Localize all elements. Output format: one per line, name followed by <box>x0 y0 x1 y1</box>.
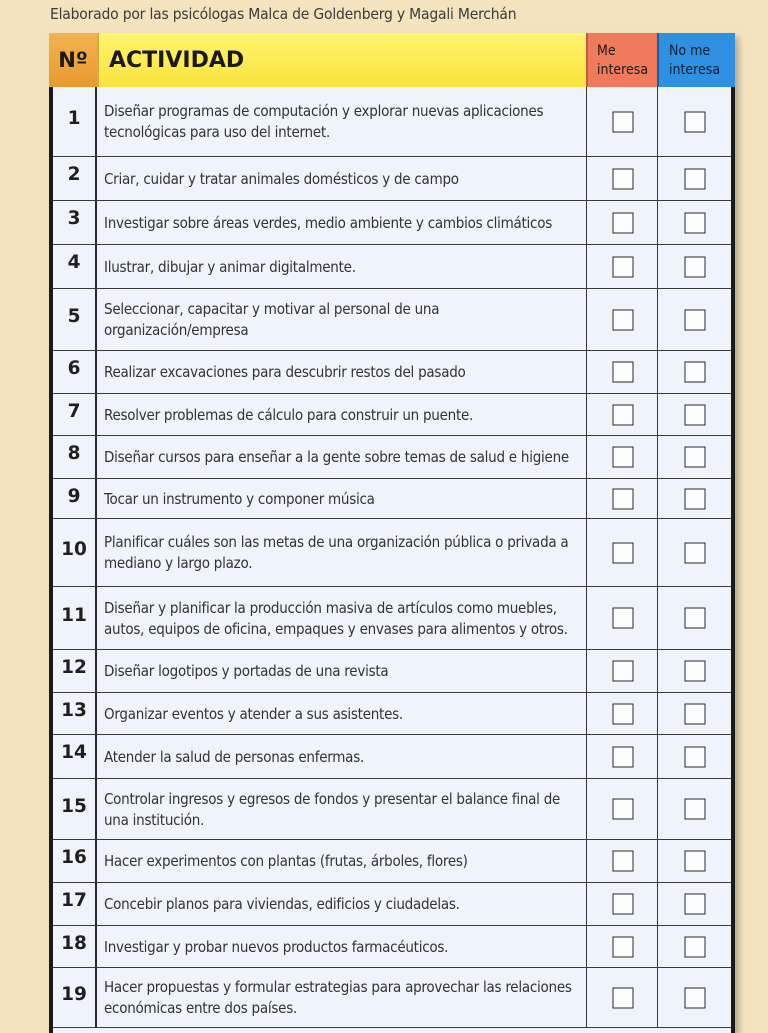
no-me-interesa-checkbox[interactable] <box>685 746 706 767</box>
table-row <box>53 735 731 779</box>
no-me-interesa-cell <box>657 245 732 288</box>
table-row <box>53 201 731 245</box>
no-me-interesa-cell <box>657 201 732 244</box>
no-me-interesa-checkbox[interactable] <box>685 703 706 724</box>
no-me-interesa-checkbox[interactable] <box>685 309 706 330</box>
me-interesa-checkbox[interactable] <box>612 212 633 233</box>
me-interesa-cell <box>586 436 658 478</box>
row-number <box>53 587 97 649</box>
row-number <box>53 883 97 925</box>
no-me-interesa-checkbox[interactable] <box>685 936 706 957</box>
row-activity-text: Organizar eventos y atender a sus asistentes. <box>104 704 403 723</box>
table-row <box>53 436 731 479</box>
no-me-interesa-cell <box>657 779 732 839</box>
row-number-label: 5 <box>67 306 81 327</box>
row-number-label: 3 <box>67 208 81 229</box>
header-no-me-interesa-line2: interesa <box>669 62 721 78</box>
row-number <box>53 735 97 778</box>
no-me-interesa-checkbox[interactable] <box>685 661 706 682</box>
no-me-interesa-checkbox[interactable] <box>685 404 706 425</box>
table-row <box>53 289 731 351</box>
no-me-interesa-checkbox[interactable] <box>685 799 706 820</box>
no-me-interesa-checkbox[interactable] <box>685 851 706 872</box>
me-interesa-cell <box>586 883 658 925</box>
no-me-interesa-cell <box>657 693 732 734</box>
no-me-interesa-cell <box>657 87 732 156</box>
no-me-interesa-cell <box>657 436 732 478</box>
row-number-label: 16 <box>61 847 87 868</box>
table-row <box>53 840 731 883</box>
row-activity-text: Ilustrar, dibujar y animar digitalmente. <box>104 257 356 276</box>
row-activity-text: Criar, cuidar y tratar animales domésticos y de campo <box>104 169 459 188</box>
row-number <box>53 436 97 478</box>
me-interesa-checkbox[interactable] <box>612 111 633 132</box>
row-activity-text: Atender la salud de personas enfermas. <box>104 747 365 766</box>
me-interesa-cell <box>586 693 658 734</box>
credit-line: Elaborado por las psicólogas Malca de Goldenberg y Magali Merchán <box>50 5 517 23</box>
me-interesa-checkbox[interactable] <box>612 799 633 820</box>
row-activity-text: Diseñar y planificar la producción masiva de artículos como muebles, autos, equipos de oficina, empaques y envases para alimentos y otros. <box>104 598 568 638</box>
row-number-label: 18 <box>61 933 87 954</box>
no-me-interesa-cell <box>657 926 732 967</box>
row-activity-text: Seleccionar, capacitar y motivar al personal de una organización/empresa <box>104 300 440 339</box>
row-number-label: 1 <box>67 108 81 129</box>
me-interesa-checkbox[interactable] <box>612 404 633 425</box>
header-activity <box>97 33 586 87</box>
row-number <box>53 201 97 244</box>
row-activity-text: Diseñar cursos para enseñar a la gente sobre temas de salud e higiene <box>104 448 569 466</box>
row-number-label: 12 <box>61 657 87 678</box>
me-interesa-cell <box>586 968 658 1027</box>
row-number <box>53 650 97 692</box>
row-activity-text: Concebir planos para viviendas, edificios y ciudadelas. <box>104 895 460 913</box>
row-number <box>53 968 97 1027</box>
me-interesa-checkbox[interactable] <box>612 936 633 957</box>
me-interesa-checkbox[interactable] <box>612 987 633 1008</box>
no-me-interesa-cell <box>657 394 732 435</box>
row-number-label: 11 <box>61 604 87 626</box>
no-me-interesa-cell <box>657 157 732 200</box>
no-me-interesa-cell <box>657 519 732 586</box>
row-activity-text: Diseñar programas de computación y explorar nuevas aplicaciones tecnológicas para uso del internet. <box>104 102 544 141</box>
table-row <box>53 587 731 650</box>
me-interesa-checkbox[interactable] <box>612 746 633 767</box>
row-number-label: 6 <box>67 358 81 379</box>
row-number-label: 7 <box>67 401 81 422</box>
row-number <box>53 926 97 967</box>
row-number <box>53 479 97 518</box>
table-row <box>53 650 731 693</box>
row-number-label: 9 <box>67 486 81 507</box>
me-interesa-cell <box>586 519 658 586</box>
no-me-interesa-checkbox[interactable] <box>685 608 706 629</box>
no-me-interesa-checkbox[interactable] <box>685 362 706 383</box>
me-interesa-checkbox[interactable] <box>612 309 633 330</box>
row-number <box>53 289 97 350</box>
no-me-interesa-checkbox[interactable] <box>685 987 706 1008</box>
table-row <box>53 87 731 157</box>
row-number <box>53 87 97 156</box>
me-interesa-checkbox[interactable] <box>612 256 633 277</box>
me-interesa-cell <box>586 201 658 244</box>
me-interesa-cell <box>586 351 658 393</box>
header-number-label: Nº <box>58 48 88 72</box>
header-no-me-interesa-line1: No me <box>669 43 711 59</box>
row-number-label: 4 <box>67 252 81 273</box>
row-number-label: 13 <box>61 700 87 721</box>
no-me-interesa-checkbox[interactable] <box>685 168 706 189</box>
table-row <box>53 883 731 926</box>
me-interesa-checkbox[interactable] <box>612 703 633 724</box>
no-me-interesa-cell <box>657 351 732 393</box>
row-activity-text: Controlar ingresos y egresos de fondos y presentar el balance final de una institución. <box>104 789 561 829</box>
table-row <box>53 779 731 840</box>
me-interesa-checkbox[interactable] <box>612 447 633 468</box>
table-row <box>53 479 731 519</box>
row-activity-text: Planificar cuáles son las metas de una organización pública o privada a mediano y largo plazo. <box>104 533 569 572</box>
row-number <box>53 394 97 435</box>
row-activity-text: Investigar sobre áreas verdes, medio ambiente y cambios climáticos <box>104 213 552 232</box>
no-me-interesa-cell <box>657 479 732 518</box>
me-interesa-checkbox[interactable] <box>612 608 633 629</box>
me-interesa-cell <box>586 735 658 778</box>
table-row <box>53 693 731 735</box>
row-number <box>53 519 97 586</box>
header-number <box>49 33 97 87</box>
row-activity-text: Tocar un instrumento y componer música <box>104 489 375 508</box>
row-activity-text: Hacer experimentos con plantas (frutas, árboles, flores) <box>104 852 468 870</box>
me-interesa-checkbox[interactable] <box>612 362 633 383</box>
no-me-interesa-checkbox[interactable] <box>685 488 706 509</box>
row-activity-text: Investigar y probar nuevos productos farmacéuticos. <box>104 937 449 956</box>
no-me-interesa-checkbox[interactable] <box>685 447 706 468</box>
no-me-interesa-cell <box>657 289 732 350</box>
header-me-interesa-line1: Me <box>597 43 616 59</box>
header-no-me-interesa <box>657 33 735 87</box>
me-interesa-cell <box>586 587 658 649</box>
me-interesa-cell <box>586 650 658 692</box>
no-me-interesa-checkbox[interactable] <box>685 894 706 915</box>
no-me-interesa-cell <box>657 840 732 882</box>
no-me-interesa-cell <box>657 650 732 692</box>
row-number <box>53 779 97 839</box>
row-activity-text: Resolver problemas de cálculo para construir un puente. <box>104 405 474 424</box>
row-number-label: 8 <box>67 443 81 464</box>
row-activity-text: Realizar excavaciones para descubrir restos del pasado <box>104 363 466 381</box>
table-row <box>53 519 731 587</box>
row-number-label: 2 <box>67 164 81 185</box>
me-interesa-cell <box>586 289 658 350</box>
no-me-interesa-cell <box>657 735 732 778</box>
row-activity-text: Diseñar logotipos y portadas de una revista <box>104 662 389 680</box>
header-me-interesa-line2: interesa <box>597 62 649 78</box>
row-number-label: 19 <box>61 984 87 1005</box>
row-number <box>53 157 97 200</box>
me-interesa-cell <box>586 245 658 288</box>
table-row <box>53 245 731 289</box>
row-number-label: 17 <box>61 890 87 911</box>
me-interesa-checkbox[interactable] <box>612 542 633 563</box>
row-number-label: 14 <box>61 742 87 763</box>
me-interesa-checkbox[interactable] <box>612 488 633 509</box>
row-number-label: 15 <box>61 795 87 817</box>
no-me-interesa-checkbox[interactable] <box>685 111 706 132</box>
row-number <box>53 245 97 288</box>
no-me-interesa-checkbox[interactable] <box>685 256 706 277</box>
row-number <box>53 693 97 734</box>
row-activity-text: Hacer propuestas y formular estrategias para aprovechar las relaciones económicas entre dos países. <box>104 978 572 1017</box>
me-interesa-cell <box>586 87 658 156</box>
me-interesa-cell <box>586 779 658 839</box>
no-me-interesa-cell <box>657 587 732 649</box>
no-me-interesa-cell <box>657 883 732 925</box>
row-number <box>53 840 97 882</box>
header-activity-label: ACTIVIDAD <box>109 47 245 73</box>
row-number <box>53 351 97 393</box>
table-row <box>53 926 731 968</box>
no-me-interesa-cell <box>657 968 732 1027</box>
me-interesa-checkbox[interactable] <box>612 851 633 872</box>
me-interesa-cell <box>586 394 658 435</box>
header-me-interesa <box>586 33 657 87</box>
me-interesa-cell <box>586 926 658 967</box>
table-row <box>53 157 731 201</box>
me-interesa-cell <box>586 840 658 882</box>
table-row <box>53 968 731 1028</box>
me-interesa-cell <box>586 479 658 518</box>
table-row <box>53 351 731 394</box>
me-interesa-cell <box>586 157 658 200</box>
me-interesa-checkbox[interactable] <box>612 168 633 189</box>
no-me-interesa-checkbox[interactable] <box>685 212 706 233</box>
table-row <box>53 394 731 436</box>
me-interesa-checkbox[interactable] <box>612 661 633 682</box>
no-me-interesa-checkbox[interactable] <box>685 542 706 563</box>
row-number-label: 10 <box>61 539 87 560</box>
me-interesa-checkbox[interactable] <box>612 894 633 915</box>
